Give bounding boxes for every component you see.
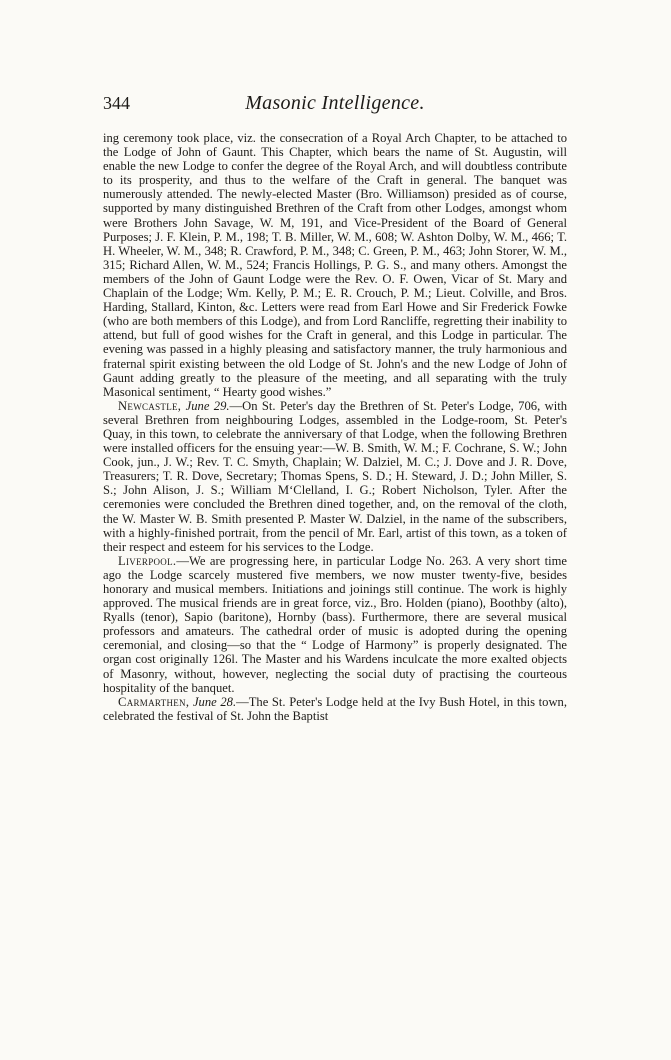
page-header	[103, 92, 567, 114]
article-body	[103, 131, 567, 723]
place-name: Newcastle,	[118, 398, 182, 413]
paragraph-text: —We are progressing here, in particular Lodge No. 263. A very short time ago the Lodge scarcely mustered five members, we now muster twenty-five, besides honorary and musical members. Initiations and joinings still continue. The work is highly approved. The musical friends are in great force, viz., Bro. Holden (piano), Boothby (alto), Ryalls (tenor), Sapio (baritone), Hornby (bass). Furthermore, there are several musical professors and amateurs. The cathedral order of music is adopted during the opening ceremonial, and closing—so that the “ Lodge of Harmony” is properly designated. The organ cost originally 126l. The Master and his Wardens inculcate the more exalted objects of Masonry, without, however, neglecting the social duty of practising the courteous hospitality of the banquet.	[103, 553, 567, 695]
paragraph-john-of-gaunt	[103, 131, 567, 399]
paragraph-liverpool	[103, 554, 567, 695]
paragraph-text: ing ceremony took place, viz. the consecration of a Royal Arch Chapter, to be attached to the Lodge of John of Gaunt. This Chapter, which bears the name of St. Augustin, will enable the new Lodge to confer the degree of the Royal Arch, and will doubtless contribute to its prosperity, and thus to the welfare of the Craft in general. The banquet was numerously attended. The newly-elected Master (Bro. Williamson) presided as of course, supported by many distinguished Brethren of the Craft from other Lodges, amongst whom were Brothers John Savage, W. M, 191, and Vice-President of the Board of General Purposes; J. F. Klein, P. M., 198; T. B. Miller, W. M., 608; W. Ashton Dolby, W. M., 466; T. H. Wheeler, W. M., 348; R. Crawford, P. M., 348; C. Green, P. M., 463; John Storer, W. M., 315; Richard Allen, W. M., 524; Francis Hollings, P. G. S., and many others. Amongst the members of the John of Gaunt Lodge were the Rev. O. F. Owen, Vicar of St. Mary and Chaplain of the Lodge; Wm. Kelly, P. M.; E. R. Crouch, P. M.; Lieut. Colville, and Bros. Harding, Stallard, Kinton, &c. Letters were read from Earl Howe and Sir Frederick Fowke (who are both members of this Lodge), and from Lord Rancliffe, regretting their inability to attend, but full of good wishes for the Craft in general, and this Lodge in particular. The evening was passed in a highly pleasing and satisfactory manner, the truly harmonious and fraternal spirit existing between the old Lodge of St. John's and the new Lodge of John of Gaunt adding greatly to the pleasure of the meeting, and all separating with the truly Masonical sentiment, “ Hearty good wishes.”	[103, 131, 567, 399]
running-title: Masonic Intelligence.	[245, 92, 425, 114]
report-date: June 28.	[192, 694, 237, 709]
paragraph-carmarthen	[103, 695, 567, 723]
paragraph-text: —On St. Peter's day the Brethren of St. Peter's Lodge, 706, with several Brethren from neighbouring Lodges, assembled in the Lodge-room, St. Peter's Quay, in this town, to celebrate the anniversary of that Lodge, when the following Brethren were installed officers for the ensuing year:—W. B. Smith, W. M.; F. Cochrane, S. W.; John Cook, jun., J. W.; Rev. T. C. Smyth, Chaplain; W. Dalziel, M. C.; J. Dove and J. R. Dove, Treasurers; T. R. Dove, Secretary; Thomas Spens, S. D.; H. Steward, J. D.; John Miller, S. S.; John Alison, J. S.; William M‘Clelland, I. G.; Robert Nicholson, Tyler. After the ceremonies were concluded the Brethren dined together, and, on the removal of the cloth, the W. Master W. B. Smith presented P. Master W. Dalziel, in the name of the subscribers, with a highly-finished portrait, from the pencil of Mr. Earl, artist of this town, as a token of their respect and esteem for his services to the Lodge.	[103, 398, 567, 554]
paragraph-newcastle	[103, 399, 567, 554]
place-name: Liverpool.	[118, 553, 177, 568]
paragraph-text: —The St. Peter's Lodge held at the Ivy Bush Hotel, in this town, celebrated the festival of St. John the Baptist	[103, 694, 568, 723]
page-number: 344	[103, 93, 130, 113]
place-name: Carmarthen,	[118, 694, 190, 709]
report-date: June 29.	[185, 398, 230, 413]
